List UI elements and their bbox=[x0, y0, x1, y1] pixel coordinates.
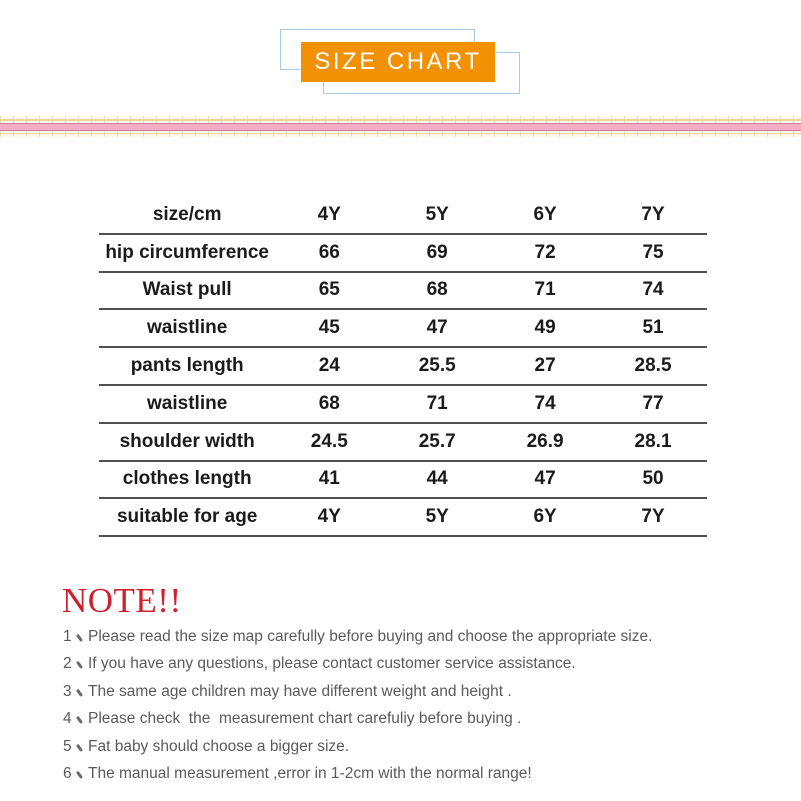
cell-value: 28.1 bbox=[599, 423, 707, 461]
cell-value: 45 bbox=[275, 309, 383, 347]
cell-value: 75 bbox=[599, 234, 707, 272]
cell-value: 66 bbox=[275, 234, 383, 272]
table-row bbox=[99, 498, 707, 536]
cell-value: 71 bbox=[383, 385, 491, 423]
note-number: 5 bbox=[63, 738, 88, 756]
cell-value: 47 bbox=[491, 461, 599, 499]
note-list bbox=[63, 623, 763, 788]
note-text: Fat baby should choose a bigger size. bbox=[88, 737, 350, 755]
cell-value: 6Y bbox=[491, 197, 599, 234]
tape-divider bbox=[0, 116, 801, 137]
cell-value: 50 bbox=[599, 461, 707, 499]
cell-value: 24 bbox=[275, 347, 383, 385]
note-text: The manual measurement ,error in 1-2cm with the normal range! bbox=[88, 765, 532, 783]
cell-value: 77 bbox=[599, 385, 707, 423]
note-number: 4 bbox=[63, 710, 88, 728]
cell-value: 44 bbox=[383, 461, 491, 499]
row-label: waistline bbox=[99, 385, 275, 423]
cell-value: 68 bbox=[383, 272, 491, 310]
size-chart-banner bbox=[301, 42, 495, 82]
note-item bbox=[63, 651, 763, 679]
table-row bbox=[99, 461, 707, 499]
table-row bbox=[99, 385, 707, 423]
cell-value: 25.7 bbox=[383, 423, 491, 461]
row-label: Waist pull bbox=[99, 272, 275, 310]
note-item bbox=[63, 678, 763, 706]
cell-value: 74 bbox=[599, 272, 707, 310]
cell-value: 41 bbox=[275, 461, 383, 499]
cell-value: 25.5 bbox=[383, 347, 491, 385]
note-text: Please read the size map carefully before buying and choose the appropriate size. bbox=[88, 627, 653, 645]
row-label: pants length bbox=[99, 347, 275, 385]
note-item bbox=[63, 706, 763, 734]
cell-value: 7Y bbox=[599, 498, 707, 536]
row-label: size/cm bbox=[99, 197, 275, 234]
row-label: shoulder width bbox=[99, 423, 275, 461]
enumeration-comma-icon bbox=[74, 658, 84, 670]
enumeration-comma-icon bbox=[74, 768, 84, 780]
cell-value: 24.5 bbox=[275, 423, 383, 461]
note-number: 1 bbox=[63, 628, 88, 646]
cell-value: 5Y bbox=[383, 498, 491, 536]
note-number: 3 bbox=[63, 683, 88, 701]
enumeration-comma-icon bbox=[74, 741, 84, 753]
cell-value: 26.9 bbox=[491, 423, 599, 461]
enumeration-comma-icon bbox=[74, 686, 84, 698]
table-row bbox=[99, 309, 707, 347]
cell-value: 68 bbox=[275, 385, 383, 423]
table-row bbox=[99, 197, 707, 234]
note-heading: NOTE!! bbox=[62, 581, 182, 620]
cell-value: 74 bbox=[491, 385, 599, 423]
note-number: 6 bbox=[63, 765, 88, 783]
cell-value: 47 bbox=[383, 309, 491, 347]
row-label: suitable for age bbox=[99, 498, 275, 536]
table-row bbox=[99, 272, 707, 310]
row-label: clothes length bbox=[99, 461, 275, 499]
table-row bbox=[99, 234, 707, 272]
cell-value: 4Y bbox=[275, 498, 383, 536]
tape-line-bottom bbox=[0, 133, 801, 135]
note-item bbox=[63, 761, 763, 789]
row-label: waistline bbox=[99, 309, 275, 347]
cell-value: 6Y bbox=[491, 498, 599, 536]
note-text: Please check the measurement chart carefuliy before buying . bbox=[88, 710, 522, 728]
cell-value: 4Y bbox=[275, 197, 383, 234]
cell-value: 7Y bbox=[599, 197, 707, 234]
note-item bbox=[63, 623, 763, 651]
enumeration-comma-icon bbox=[74, 631, 84, 643]
note-text: The same age children may have different weight and height . bbox=[88, 682, 512, 700]
cell-value: 5Y bbox=[383, 197, 491, 234]
row-label: hip circumference bbox=[99, 234, 275, 272]
note-item bbox=[63, 733, 763, 761]
cell-value: 28.5 bbox=[599, 347, 707, 385]
cell-value: 51 bbox=[599, 309, 707, 347]
note-number: 2 bbox=[63, 655, 88, 673]
enumeration-comma-icon bbox=[74, 713, 84, 725]
tape-line-top bbox=[0, 119, 801, 121]
tape-pink-stripe bbox=[0, 123, 801, 131]
cell-value: 27 bbox=[491, 347, 599, 385]
note-text: If you have any questions, please contact customer service assistance. bbox=[88, 655, 576, 673]
cell-value: 49 bbox=[491, 309, 599, 347]
table-row bbox=[99, 347, 707, 385]
cell-value: 71 bbox=[491, 272, 599, 310]
size-table bbox=[99, 197, 707, 537]
cell-value: 65 bbox=[275, 272, 383, 310]
cell-value: 69 bbox=[383, 234, 491, 272]
cell-value: 72 bbox=[491, 234, 599, 272]
table-row bbox=[99, 423, 707, 461]
banner-title: SIZE CHART bbox=[314, 48, 482, 75]
